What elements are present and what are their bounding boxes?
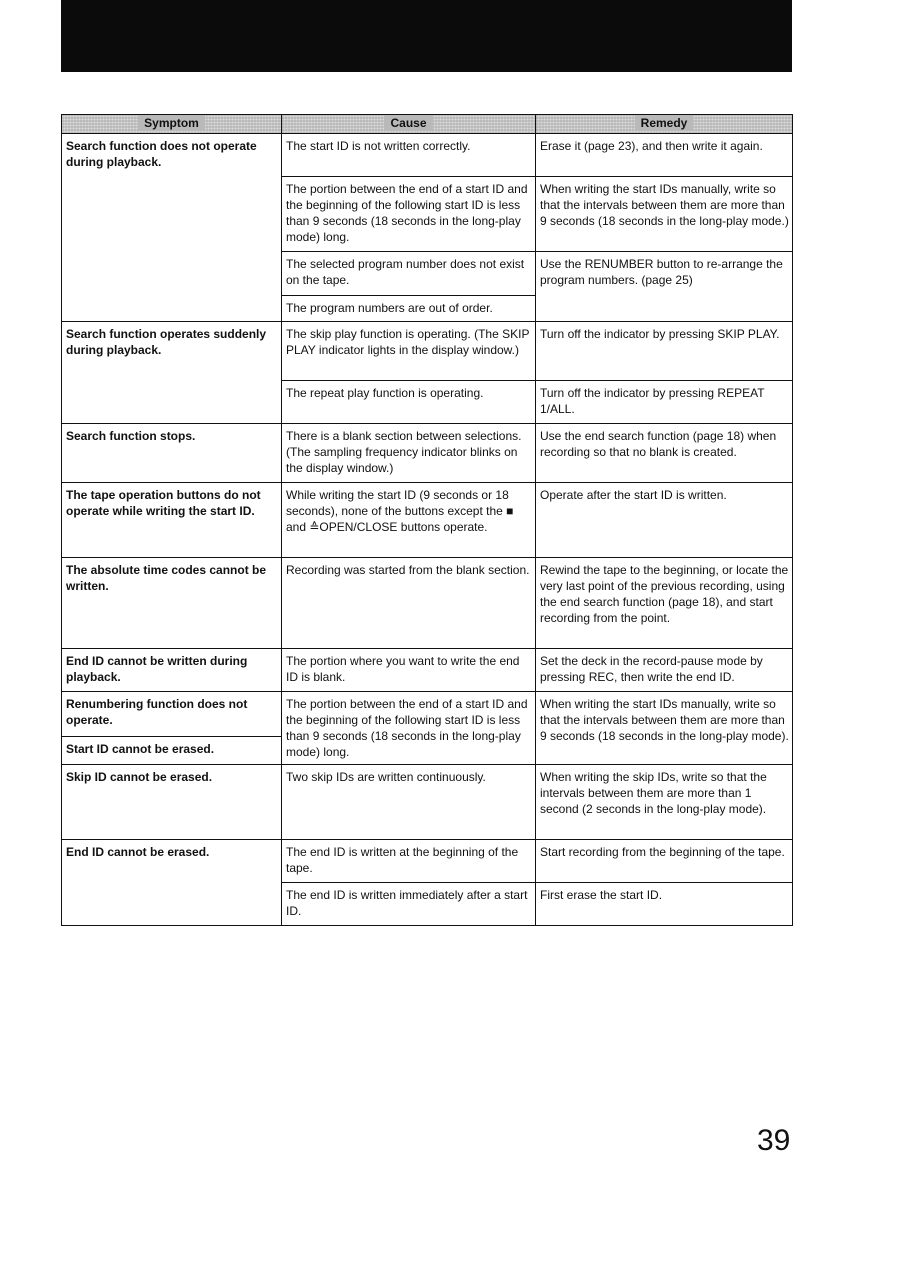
symptom-cell: Search function does not operate during playback. [62, 134, 282, 322]
table-row [62, 692, 793, 737]
symptom-cell: End ID cannot be erased. [62, 840, 282, 926]
symptom-cell: Renumbering function does not operate. [62, 692, 282, 737]
symptom-cell: The tape operation buttons do not operate while writing the start ID. [62, 483, 282, 558]
cause-cell: While writing the start ID (9 seconds or 18 seconds), none of the buttons except the ■ and ≙OPEN/CLOSE buttons operate. [282, 483, 536, 558]
remedy-cell: First erase the start ID. [536, 883, 793, 926]
symptom-cell: The absolute time codes cannot be written. [62, 558, 282, 649]
cause-cell: The portion where you want to write the end ID is blank. [282, 649, 536, 692]
header-cause: Cause [282, 115, 536, 134]
symptom-cell: Start ID cannot be erased. [62, 737, 282, 765]
cause-cell: The selected program number does not exist on the tape. [282, 252, 536, 296]
table-row [62, 649, 793, 692]
symptom-cell: Search function operates suddenly during playback. [62, 322, 282, 424]
cause-cell: The portion between the end of a start ID and the beginning of the following start ID is less than 9 seconds (18 seconds in the long-play mode) long. [282, 177, 536, 252]
cause-cell: There is a blank section between selections. (The sampling frequency indicator blinks on the display window.) [282, 424, 536, 483]
page-number: 39 [757, 1124, 791, 1157]
remedy-cell: Operate after the start ID is written. [536, 483, 793, 558]
cause-cell: The end ID is written immediately after a start ID. [282, 883, 536, 926]
troubleshooting-table [61, 114, 793, 926]
remedy-cell: Erase it (page 23), and then write it again. [536, 134, 793, 177]
header-symptom: Symptom [62, 115, 282, 134]
table-row [62, 483, 793, 558]
table-header-row [62, 115, 793, 134]
remedy-cell: Turn off the indicator by pressing SKIP PLAY. [536, 322, 793, 381]
header-remedy: Remedy [536, 115, 793, 134]
cause-cell: Recording was started from the blank section. [282, 558, 536, 649]
remedy-cell: Set the deck in the record-pause mode by pressing REC, then write the end ID. [536, 649, 793, 692]
remedy-cell: Use the RENUMBER button to re-arrange the program numbers. (page 25) [536, 252, 793, 322]
remedy-cell: Turn off the indicator by pressing REPEAT 1/ALL. [536, 381, 793, 424]
cause-cell: The skip play function is operating. (The SKIP PLAY indicator lights in the display window.) [282, 322, 536, 381]
remedy-cell: Start recording from the beginning of the tape. [536, 840, 793, 883]
table-row [62, 558, 793, 649]
remedy-cell: Use the end search function (page 18) when recording so that no blank is created. [536, 424, 793, 483]
top-black-band [61, 0, 792, 72]
cause-cell: The start ID is not written correctly. [282, 134, 536, 177]
table-row [62, 424, 793, 483]
cause-cell: Two skip IDs are written continuously. [282, 765, 536, 840]
symptom-cell: Skip ID cannot be erased. [62, 765, 282, 840]
remedy-cell: When writing the skip IDs, write so that the intervals between them are more than 1 second (2 seconds in the long-play mode). [536, 765, 793, 840]
symptom-cell: Search function stops. [62, 424, 282, 483]
remedy-cell: When writing the start IDs manually, write so that the intervals between them are more than 9 seconds (18 seconds in the long-play mode.) [536, 177, 793, 252]
table-row [62, 840, 793, 883]
cause-cell: The repeat play function is operating. [282, 381, 536, 424]
cause-cell: The program numbers are out of order. [282, 296, 536, 322]
cause-cell: The portion between the end of a start ID and the beginning of the following start ID is less than 9 seconds (18 seconds in the long-play mode) long. [282, 692, 536, 765]
symptom-cell: End ID cannot be written during playback. [62, 649, 282, 692]
table-row [62, 322, 793, 381]
table-row [62, 134, 793, 177]
remedy-cell: When writing the start IDs manually, write so that the intervals between them are more than 9 seconds (18 seconds in the long-play mode). [536, 692, 793, 765]
remedy-cell: Rewind the tape to the beginning, or locate the very last point of the previous recording, using the end search function (page 18), and start recording from the point. [536, 558, 793, 649]
table-row [62, 765, 793, 840]
cause-cell: The end ID is written at the beginning of the tape. [282, 840, 536, 883]
